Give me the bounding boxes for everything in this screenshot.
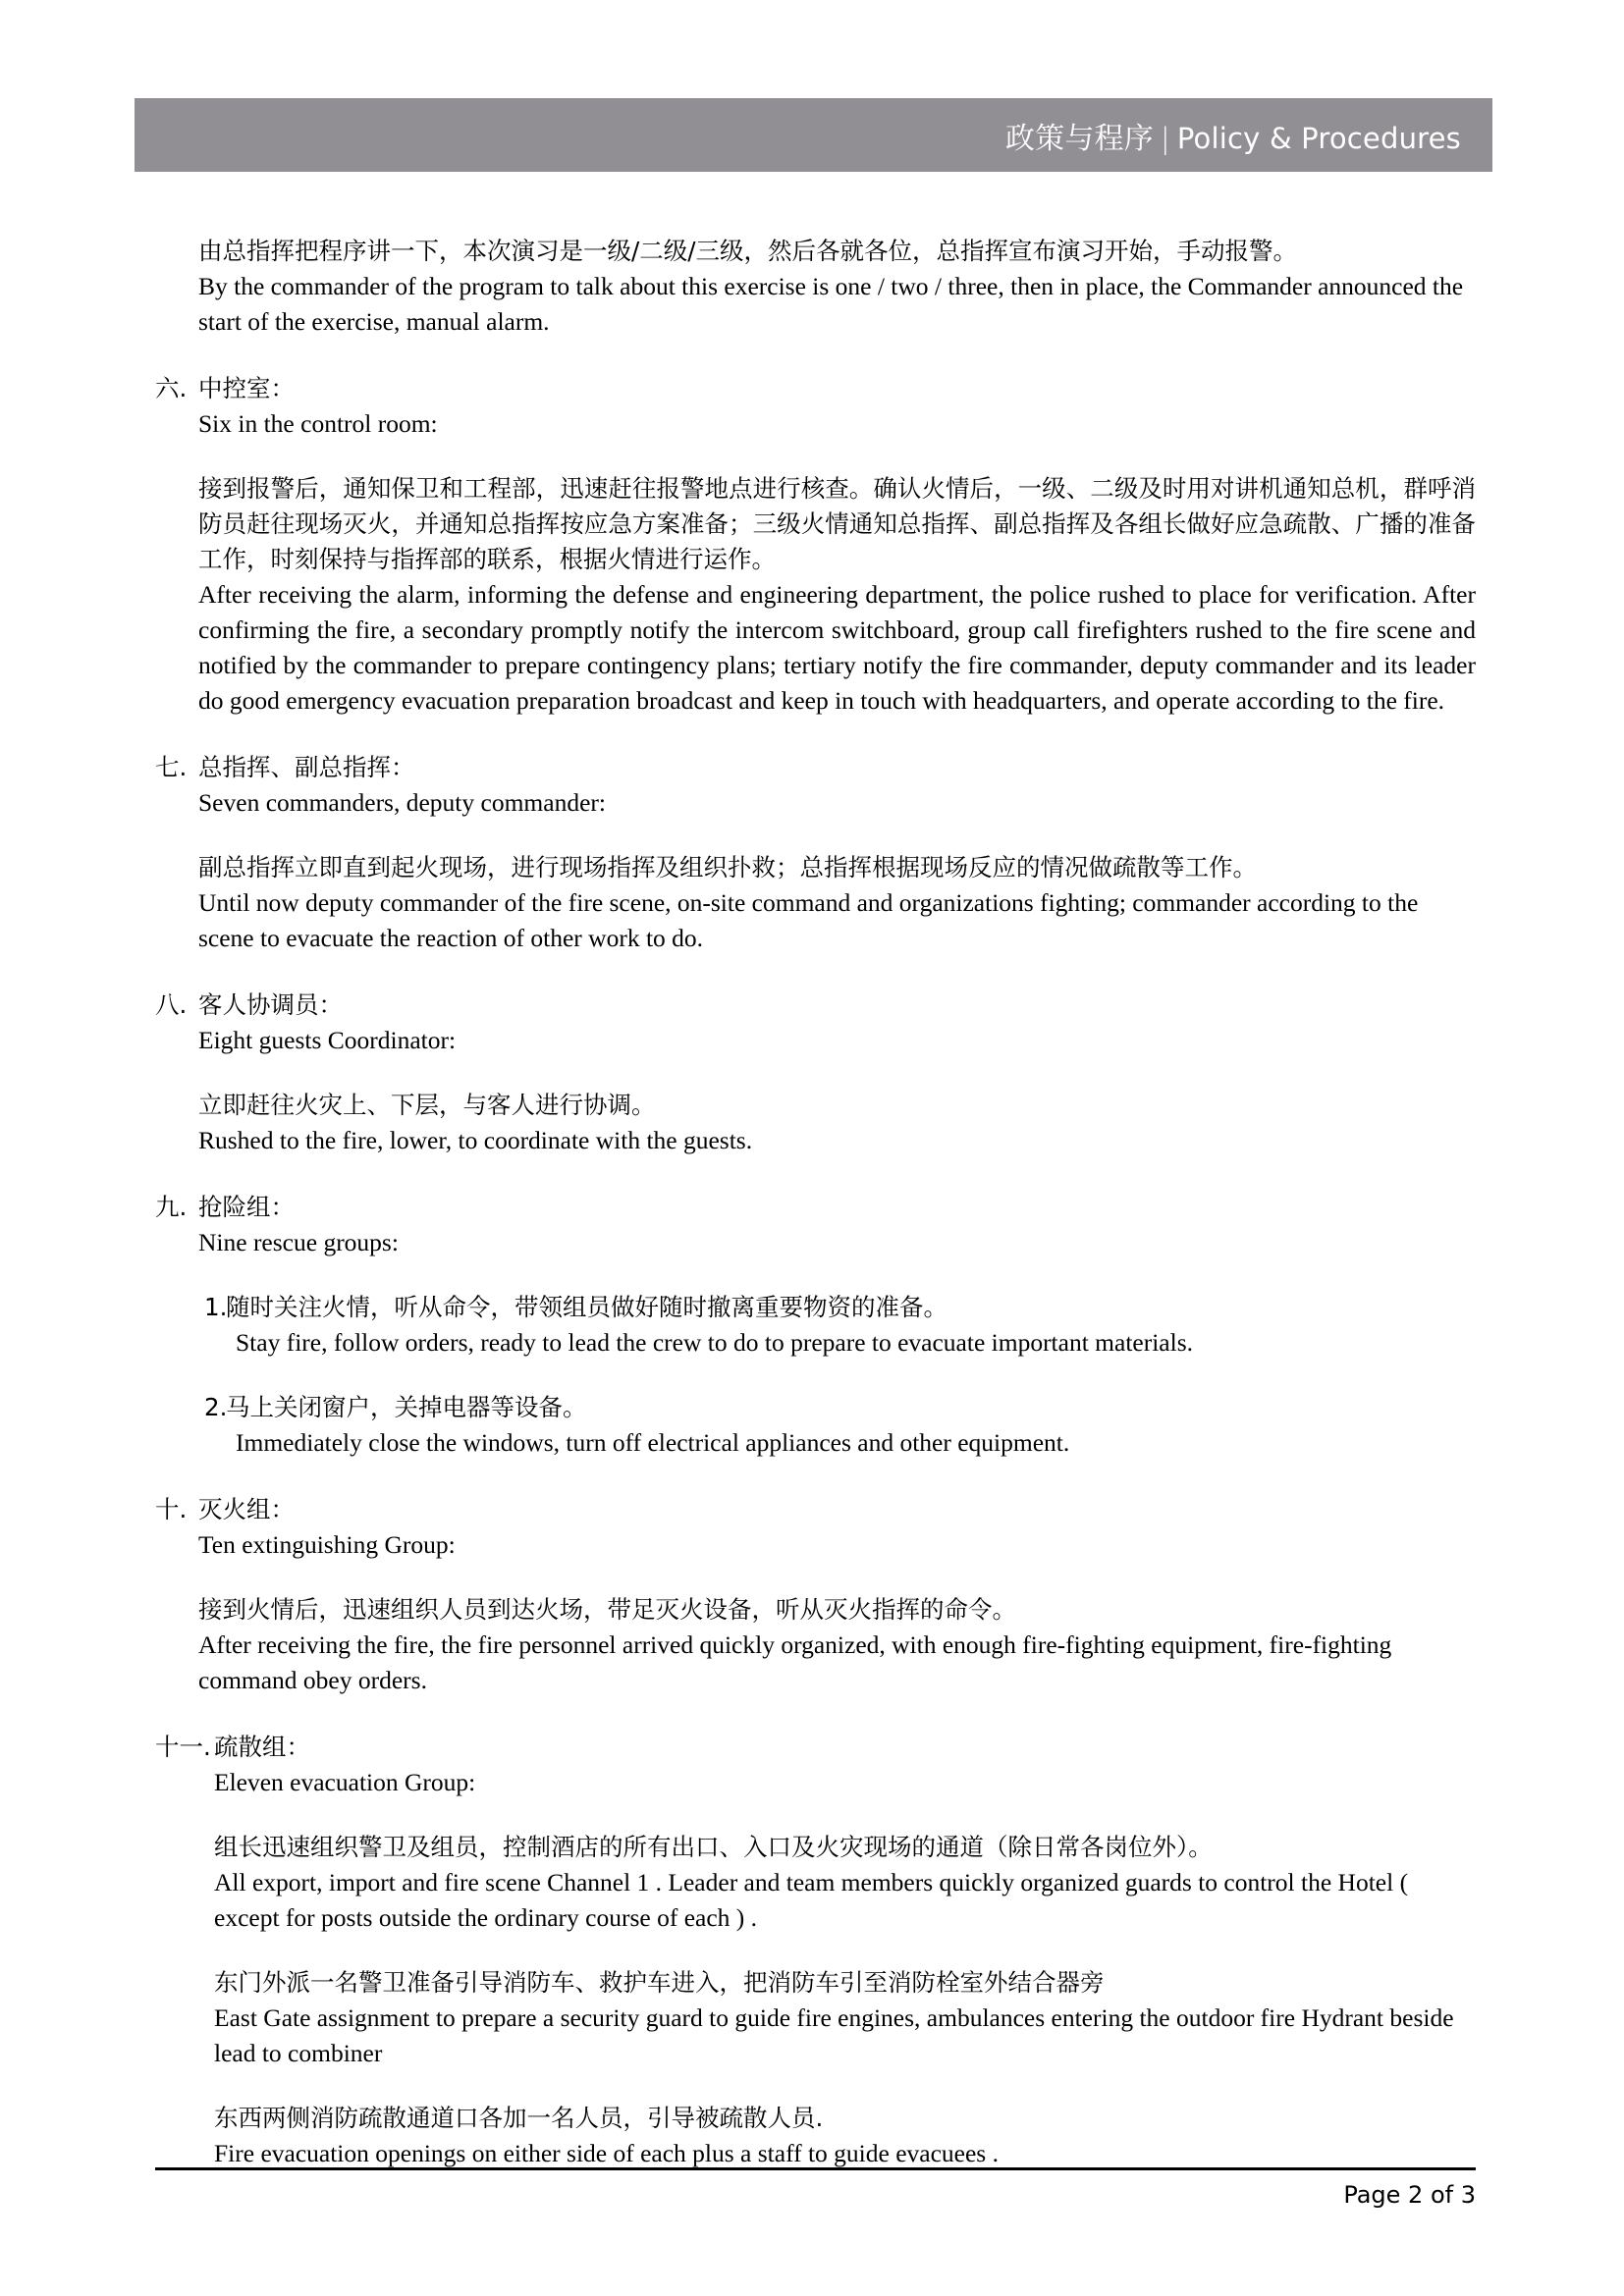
intro-cn: 由总指挥把程序讲一下，本次演习是一级/二级/三级，然后各就各位，总指挥宣布演习开始，手动报警。 bbox=[198, 237, 1298, 265]
header-title-en: Policy & Procedures bbox=[1176, 121, 1461, 155]
section-nine bbox=[155, 1190, 1476, 1461]
section-seven bbox=[155, 750, 1476, 956]
sub-item-cn: 随时关注火情，听从命令，带领组员做好随时撤离重要物资的准备。 bbox=[226, 1293, 947, 1321]
paragraph-en: East Gate assignment to prepare a security guard to guide fire engines, ambulances entering the outdoor fire Hydrant beside lead to combiner bbox=[214, 2003, 1454, 2067]
section-heading-cn: 中控室： bbox=[198, 374, 295, 402]
paragraph-cn: 东西两侧消防疏散通道口各加一名人员，引导被疏散人员. bbox=[214, 2104, 824, 2132]
section-heading-cn: 抢险组： bbox=[198, 1193, 295, 1221]
paragraph-cn: 组长迅速组织警卫及组员，控制酒店的所有出口、入口及火灾现场的通道（除日常各岗位外）。 bbox=[214, 1833, 1213, 1861]
section-heading-cn: 总指挥、副总指挥： bbox=[198, 753, 415, 781]
page-header-band bbox=[135, 98, 1492, 172]
section-heading-en: Seven commanders, deputy commander: bbox=[198, 788, 606, 817]
section-heading-en: Six in the control room: bbox=[198, 409, 438, 438]
section-paragraph bbox=[198, 1088, 1476, 1158]
paragraph-cn: 接到报警后，通知保卫和工程部，迅速赶往报警地点进行核查。确认火情后，一级、二级及时用对讲机通知总机，群呼消防员赶往现场灭火，并通知总指挥按应急方案准备；三级火情通知总指挥、副总指挥及各组长做好应急疏散、广播的准备 工作，时刻保持与指挥部的联系，根据火情进行运作。 bbox=[198, 474, 1476, 573]
section-heading bbox=[214, 1730, 1476, 1800]
section-marker: 十一. bbox=[155, 1733, 211, 1761]
header-title-cn: 政策与程序 bbox=[1004, 121, 1154, 156]
section-ten bbox=[155, 1492, 1476, 1698]
sub-item-en: Stay fire, follow orders, ready to lead the crew to do to prepare to evacuate important materials. bbox=[236, 1328, 1194, 1357]
header-title-separator: | bbox=[1160, 121, 1170, 155]
paragraph-en: After receiving the alarm, informing the defense and engineering department, the police rushed to place for verification. After confirming the fire, a secondary promptly notify the intercom switchboard, group call firefighters rushed to the fire scene and notified by the commander to prepare contingency plans; tertiary notify the fire commander, deputy commander and its leader do good emergency evacuation preparation broadcast and keep in touch with headquarters, and operate according to the fire. bbox=[198, 580, 1476, 715]
section-heading-cn: 疏散组： bbox=[214, 1733, 310, 1761]
sub-item-en: Immediately close the windows, turn off electrical appliances and other equipment. bbox=[236, 1428, 1070, 1457]
section-heading-en: Eleven evacuation Group: bbox=[214, 1768, 476, 1796]
section-heading bbox=[198, 988, 1476, 1058]
sub-item-one bbox=[204, 1290, 1476, 1361]
intro-en: By the commander of the program to talk about this exercise is one / two / three, then in place, the Commander announced the start of the exercise, manual alarm. bbox=[198, 272, 1464, 336]
intro-paragraph bbox=[198, 234, 1476, 340]
footer-divider bbox=[155, 2167, 1476, 2170]
section-heading bbox=[198, 750, 1476, 821]
section-heading-en: Ten extinguishing Group: bbox=[198, 1530, 456, 1559]
paragraph-cn: 立即赶往火灾上、下层，与客人进行协调。 bbox=[198, 1091, 656, 1119]
section-marker: 七. bbox=[155, 753, 188, 781]
section-paragraph bbox=[198, 471, 1476, 719]
document-body bbox=[155, 234, 1476, 2171]
header-title bbox=[1005, 114, 1461, 157]
section-heading-en: Eight guests Coordinator: bbox=[198, 1026, 457, 1054]
section-marker: 十. bbox=[155, 1495, 188, 1523]
section-eight bbox=[155, 988, 1476, 1158]
section-marker: 六. bbox=[155, 374, 188, 402]
section-heading bbox=[198, 1190, 1476, 1260]
section-marker: 八. bbox=[155, 990, 188, 1019]
section-eleven bbox=[155, 1730, 1476, 2171]
section-marker: 九. bbox=[155, 1193, 188, 1221]
section-heading-cn: 客人协调员： bbox=[198, 990, 343, 1019]
section-paragraph bbox=[198, 1592, 1476, 1698]
section-paragraph bbox=[214, 1830, 1476, 1936]
section-paragraph bbox=[214, 2101, 1476, 2171]
paragraph-en: Fire evacuation openings on either side of each plus a staff to guide evacuees . bbox=[214, 2139, 999, 2167]
paragraph-cn: 接到火情后，迅速组织人员到达火场，带足灭火设备，听从灭火指挥的命令。 bbox=[198, 1595, 1016, 1624]
section-heading-cn: 灭火组： bbox=[198, 1495, 295, 1523]
section-heading-en: Nine rescue groups: bbox=[198, 1228, 399, 1256]
sub-item-cn: 马上关闭窗户，关掉电器等设备。 bbox=[226, 1393, 587, 1421]
sub-item-two bbox=[204, 1390, 1476, 1461]
section-heading bbox=[198, 371, 1476, 442]
paragraph-cn: 东门外派一名警卫准备引导消防车、救护车进入，把消防车引至消防栓室外结合器旁 bbox=[214, 1968, 1105, 1997]
paragraph-cn: 副总指挥立即直到起火现场，进行现场指挥及组织扑救；总指挥根据现场反应的情况做疏散等工作。 bbox=[198, 853, 1257, 881]
sub-item-marker: 2. bbox=[204, 1393, 228, 1421]
footer-page-number: Page 2 of 3 bbox=[1343, 2181, 1476, 2209]
paragraph-en: After receiving the fire, the fire personnel arrived quickly organized, with enough fire-fighting equipment, fire-fighting command obey orders. bbox=[198, 1630, 1392, 1694]
section-heading bbox=[198, 1492, 1476, 1563]
paragraph-en: All export, import and fire scene Channel 1 . Leader and team members quickly organized guards to control the Hotel ( except for posts outside the ordinary course of each ) . bbox=[214, 1868, 1409, 1932]
section-paragraph bbox=[214, 1965, 1476, 2071]
section-paragraph bbox=[198, 850, 1476, 956]
paragraph-en: Rushed to the fire, lower, to coordinate with the guests. bbox=[198, 1126, 753, 1154]
paragraph-en: Until now deputy commander of the fire scene, on-site command and organizations fighting; commander according to the scene to evacuate the reaction of other work to do. bbox=[198, 888, 1419, 952]
sub-item-marker: 1. bbox=[204, 1293, 228, 1321]
section-six bbox=[155, 371, 1476, 719]
